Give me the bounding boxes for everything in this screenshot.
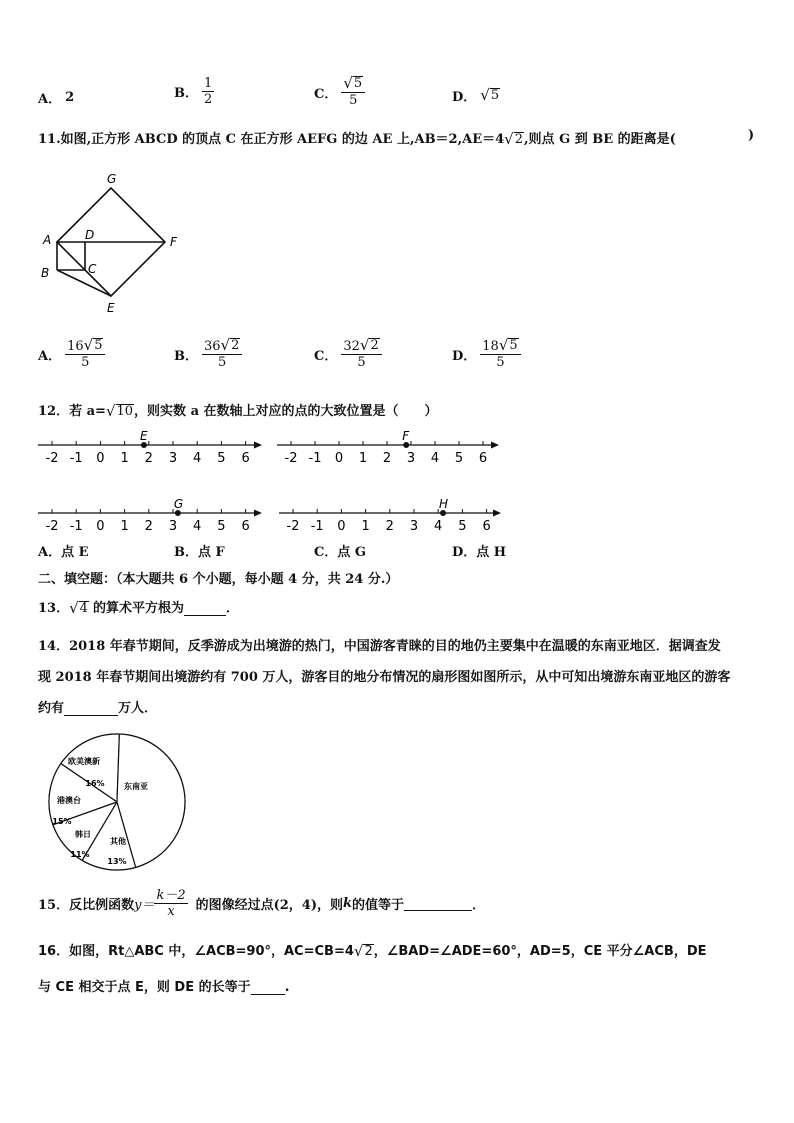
fraction <box>154 888 187 919</box>
coefficient: 36 <box>204 339 221 354</box>
tick-label: 4 <box>193 451 202 466</box>
tick-label: 0 <box>96 451 105 466</box>
tick-label: 6 <box>482 519 491 534</box>
tick-label: 5 <box>217 519 226 534</box>
question-text: ，则实数 a 在数轴上对应的点的大致位置是（ ） <box>134 404 438 419</box>
coefficient: 18 <box>482 339 499 354</box>
tick-label: 6 <box>478 451 488 466</box>
period: ． <box>472 898 486 913</box>
q10-option-d <box>452 86 500 105</box>
question-text: 15．反比例函数 <box>38 898 135 913</box>
slice-percent-label: 15% <box>52 817 72 826</box>
q14-pie-chart <box>40 726 195 876</box>
tick-label: -1 <box>69 519 83 534</box>
q13-question <box>38 597 239 616</box>
tick-label: 5 <box>458 519 467 534</box>
tick-label: -1 <box>69 451 83 466</box>
radicand: 2 <box>364 944 373 959</box>
question-text: 万人． <box>118 701 158 716</box>
number-line-h <box>279 497 501 534</box>
denominator: 5 <box>349 93 358 108</box>
denominator: 2 <box>204 92 213 107</box>
q15-question <box>38 888 485 919</box>
axis-arrow <box>493 510 501 517</box>
number-line-f <box>277 429 499 466</box>
radicand: 2 <box>231 338 240 353</box>
fraction <box>65 338 105 370</box>
tick-label: 2 <box>144 519 153 534</box>
tick-label: 0 <box>337 519 346 534</box>
option-label: D． <box>452 90 477 105</box>
tick-label: 3 <box>406 451 416 466</box>
slice-name-label: 韩日 <box>75 830 91 839</box>
denominator: 5 <box>496 355 505 370</box>
coefficient: 32 <box>343 339 360 354</box>
tick-label: 1 <box>120 451 129 466</box>
y-equals: y＝ <box>134 898 155 913</box>
tick-label: -1 <box>310 519 324 534</box>
q11-option-c <box>314 338 382 370</box>
tick-label: 5 <box>217 451 226 466</box>
tick-label: 3 <box>409 519 419 534</box>
numerator <box>65 338 105 355</box>
tick-label: 0 <box>96 519 105 534</box>
tick-label: 1 <box>358 451 368 466</box>
numerator <box>202 338 242 355</box>
label-e: E <box>107 301 115 315</box>
sqrt: √ 5 <box>498 336 518 354</box>
q14-line-1: 14．2018 年春节期间，反季游成为出境游的热门，中国游客青睐的目的地仍主要集中在温暖的东南亚地区．据调查发 <box>38 639 721 654</box>
radicand: 2 <box>370 338 379 353</box>
radicand: 2 <box>514 132 524 147</box>
number-line-e <box>38 429 262 466</box>
question-text: ,则点 G 到 BE 的距离是( <box>524 132 676 147</box>
axis-arrow <box>491 442 499 449</box>
sqrt: √ 2 <box>359 336 379 354</box>
q12-option-a: A．点 E <box>38 545 89 560</box>
point-label-f: F <box>402 429 410 443</box>
tick-label: 5 <box>454 451 464 466</box>
denominator: 5 <box>81 355 90 370</box>
tick-label: 6 <box>241 451 250 466</box>
q14-line-2: 现 2018 年春节期间出境游约有 700 万人，游客目的地分布情况的扇形图如图所示，从中可知出境游东南亚地区的游客 <box>38 670 731 685</box>
question-text: 的算术平方根为 <box>92 601 184 616</box>
slice-name-label: 港澳台 <box>57 796 81 805</box>
sqrt: √ 4 <box>69 599 88 617</box>
q14-line-3 <box>38 697 157 716</box>
q11-option-a <box>38 338 105 370</box>
label-d: D <box>85 228 95 242</box>
point-label-h: H <box>439 497 449 511</box>
answer-blank[interactable] <box>251 994 285 995</box>
denominator: x <box>167 904 175 919</box>
axis-arrow <box>254 510 262 517</box>
fraction <box>341 76 365 108</box>
period: . <box>284 980 290 995</box>
q12-question <box>38 400 438 419</box>
q11-option-d <box>452 338 521 370</box>
tick-label: 6 <box>241 519 250 534</box>
radicand: 5 <box>353 76 363 91</box>
sqrt: √ 2 <box>220 336 240 354</box>
radicand: 10 <box>116 404 134 419</box>
option-label: B． <box>174 348 198 364</box>
number-line-g <box>38 497 262 534</box>
q12-number-lines <box>0 425 794 535</box>
segment-be <box>57 270 111 296</box>
sqrt: √ 5 <box>83 336 103 354</box>
numerator <box>341 338 381 355</box>
option-label: C． <box>314 348 338 364</box>
q12-option-b: B．点 F <box>174 545 225 560</box>
tick-label: 2 <box>382 451 392 466</box>
q11-question <box>38 128 676 147</box>
section-2-heading: 二、填空题：（本大题共 6 个小题，每小题 4 分，共 24 分.） <box>38 572 399 587</box>
q11-square-figure <box>30 165 190 320</box>
question-text: 与 CE 相交于点 E，则 DE 的长等于 <box>38 980 251 995</box>
radicand: 4 <box>79 601 88 616</box>
q11-option-b <box>174 338 242 370</box>
tick-label: 3 <box>168 451 178 466</box>
question-text: 16．如图，Rt△ABC 中，∠ACB=90°，AC=CB=4 <box>38 944 354 959</box>
fraction <box>341 338 381 370</box>
sqrt: √ 10 <box>105 402 134 420</box>
slice-percent-label: 16% <box>85 779 105 788</box>
q12-option-c: C．点 G <box>314 545 366 560</box>
label-f: F <box>170 235 177 249</box>
question-text: 12．若 a= <box>38 404 106 419</box>
tick-label: -2 <box>45 519 59 534</box>
q10-option-c <box>314 76 365 108</box>
q16-line-1 <box>38 940 707 959</box>
tick-label: -2 <box>284 451 298 466</box>
radicand: 5 <box>490 88 500 103</box>
slice-percent-label: 13% <box>107 857 127 866</box>
numerator <box>341 76 365 93</box>
question-text: 的图像经过点(2，4)，则 <box>195 898 344 913</box>
tick-label: -2 <box>286 519 300 534</box>
denominator: 5 <box>218 355 227 370</box>
period: ． <box>225 601 239 616</box>
question-text: 13． <box>38 601 70 616</box>
option-label: C． <box>314 86 338 102</box>
fraction <box>480 338 520 370</box>
q12-option-d: D．点 H <box>452 545 507 560</box>
option-label: B． <box>174 86 198 101</box>
answer-blank[interactable] <box>184 615 226 616</box>
question-text: 的值等于 <box>352 898 405 913</box>
option-value: 2 <box>65 90 75 105</box>
tick-label: 2 <box>144 451 153 466</box>
tick-label: 4 <box>434 519 443 534</box>
tick-label: 3 <box>168 519 178 534</box>
sqrt: √ 5 <box>480 86 500 104</box>
variable-k: k <box>343 896 353 911</box>
tick-label: -1 <box>308 451 322 466</box>
slice-percent-label: 11% <box>70 850 90 859</box>
radicand: 5 <box>509 338 518 353</box>
point-label-e: E <box>139 429 148 443</box>
radicand: 5 <box>94 338 103 353</box>
coefficient: 16 <box>67 339 84 354</box>
tick-label: 2 <box>385 519 394 534</box>
axis-arrow <box>254 442 262 449</box>
sqrt: √ 5 <box>343 74 363 92</box>
numerator: k－2 <box>156 888 186 903</box>
slice-name-label: 其他 <box>110 837 126 846</box>
tick-label: 0 <box>334 451 344 466</box>
tick-label: 4 <box>193 519 202 534</box>
answer-blank[interactable] <box>64 715 118 716</box>
tick-label: -2 <box>45 451 59 466</box>
label-g: G <box>107 172 117 186</box>
slice-name-label: 东南亚 <box>124 782 148 791</box>
label-b: B <box>41 266 50 280</box>
question-text: 约有 <box>38 701 65 716</box>
option-label: A． <box>38 348 62 364</box>
point-label-g: G <box>173 497 184 511</box>
numerator: 1 <box>204 76 213 91</box>
q11-paren-close: ) <box>748 128 755 143</box>
label-a: A <box>43 233 52 247</box>
numerator <box>480 338 520 355</box>
answer-blank[interactable] <box>404 896 472 911</box>
question-text: ，∠BAD=∠ADE=60°，AD=5，CE 平分∠ACB，DE <box>373 944 707 959</box>
tick-label: 4 <box>430 451 440 466</box>
tick-label: 1 <box>120 519 129 534</box>
sqrt: √ 2 <box>353 942 373 960</box>
question-text: 11.如图,正方形 ABCD 的顶点 C 在正方形 AEFG 的边 AE 上,AB＝2,AE＝4 <box>38 132 505 147</box>
option-label: D． <box>452 348 477 364</box>
fraction <box>202 338 242 370</box>
sqrt: √ 2 <box>504 130 524 148</box>
q10-option-a <box>38 88 74 107</box>
fraction <box>202 76 214 107</box>
option-label: A． <box>38 92 62 107</box>
denominator: 5 <box>357 355 366 370</box>
slice-name-label: 欧美澳新 <box>68 757 100 766</box>
label-c: C <box>88 262 97 276</box>
tick-label: 1 <box>361 519 370 534</box>
q16-line-2 <box>38 976 290 995</box>
q10-option-b <box>174 76 214 107</box>
